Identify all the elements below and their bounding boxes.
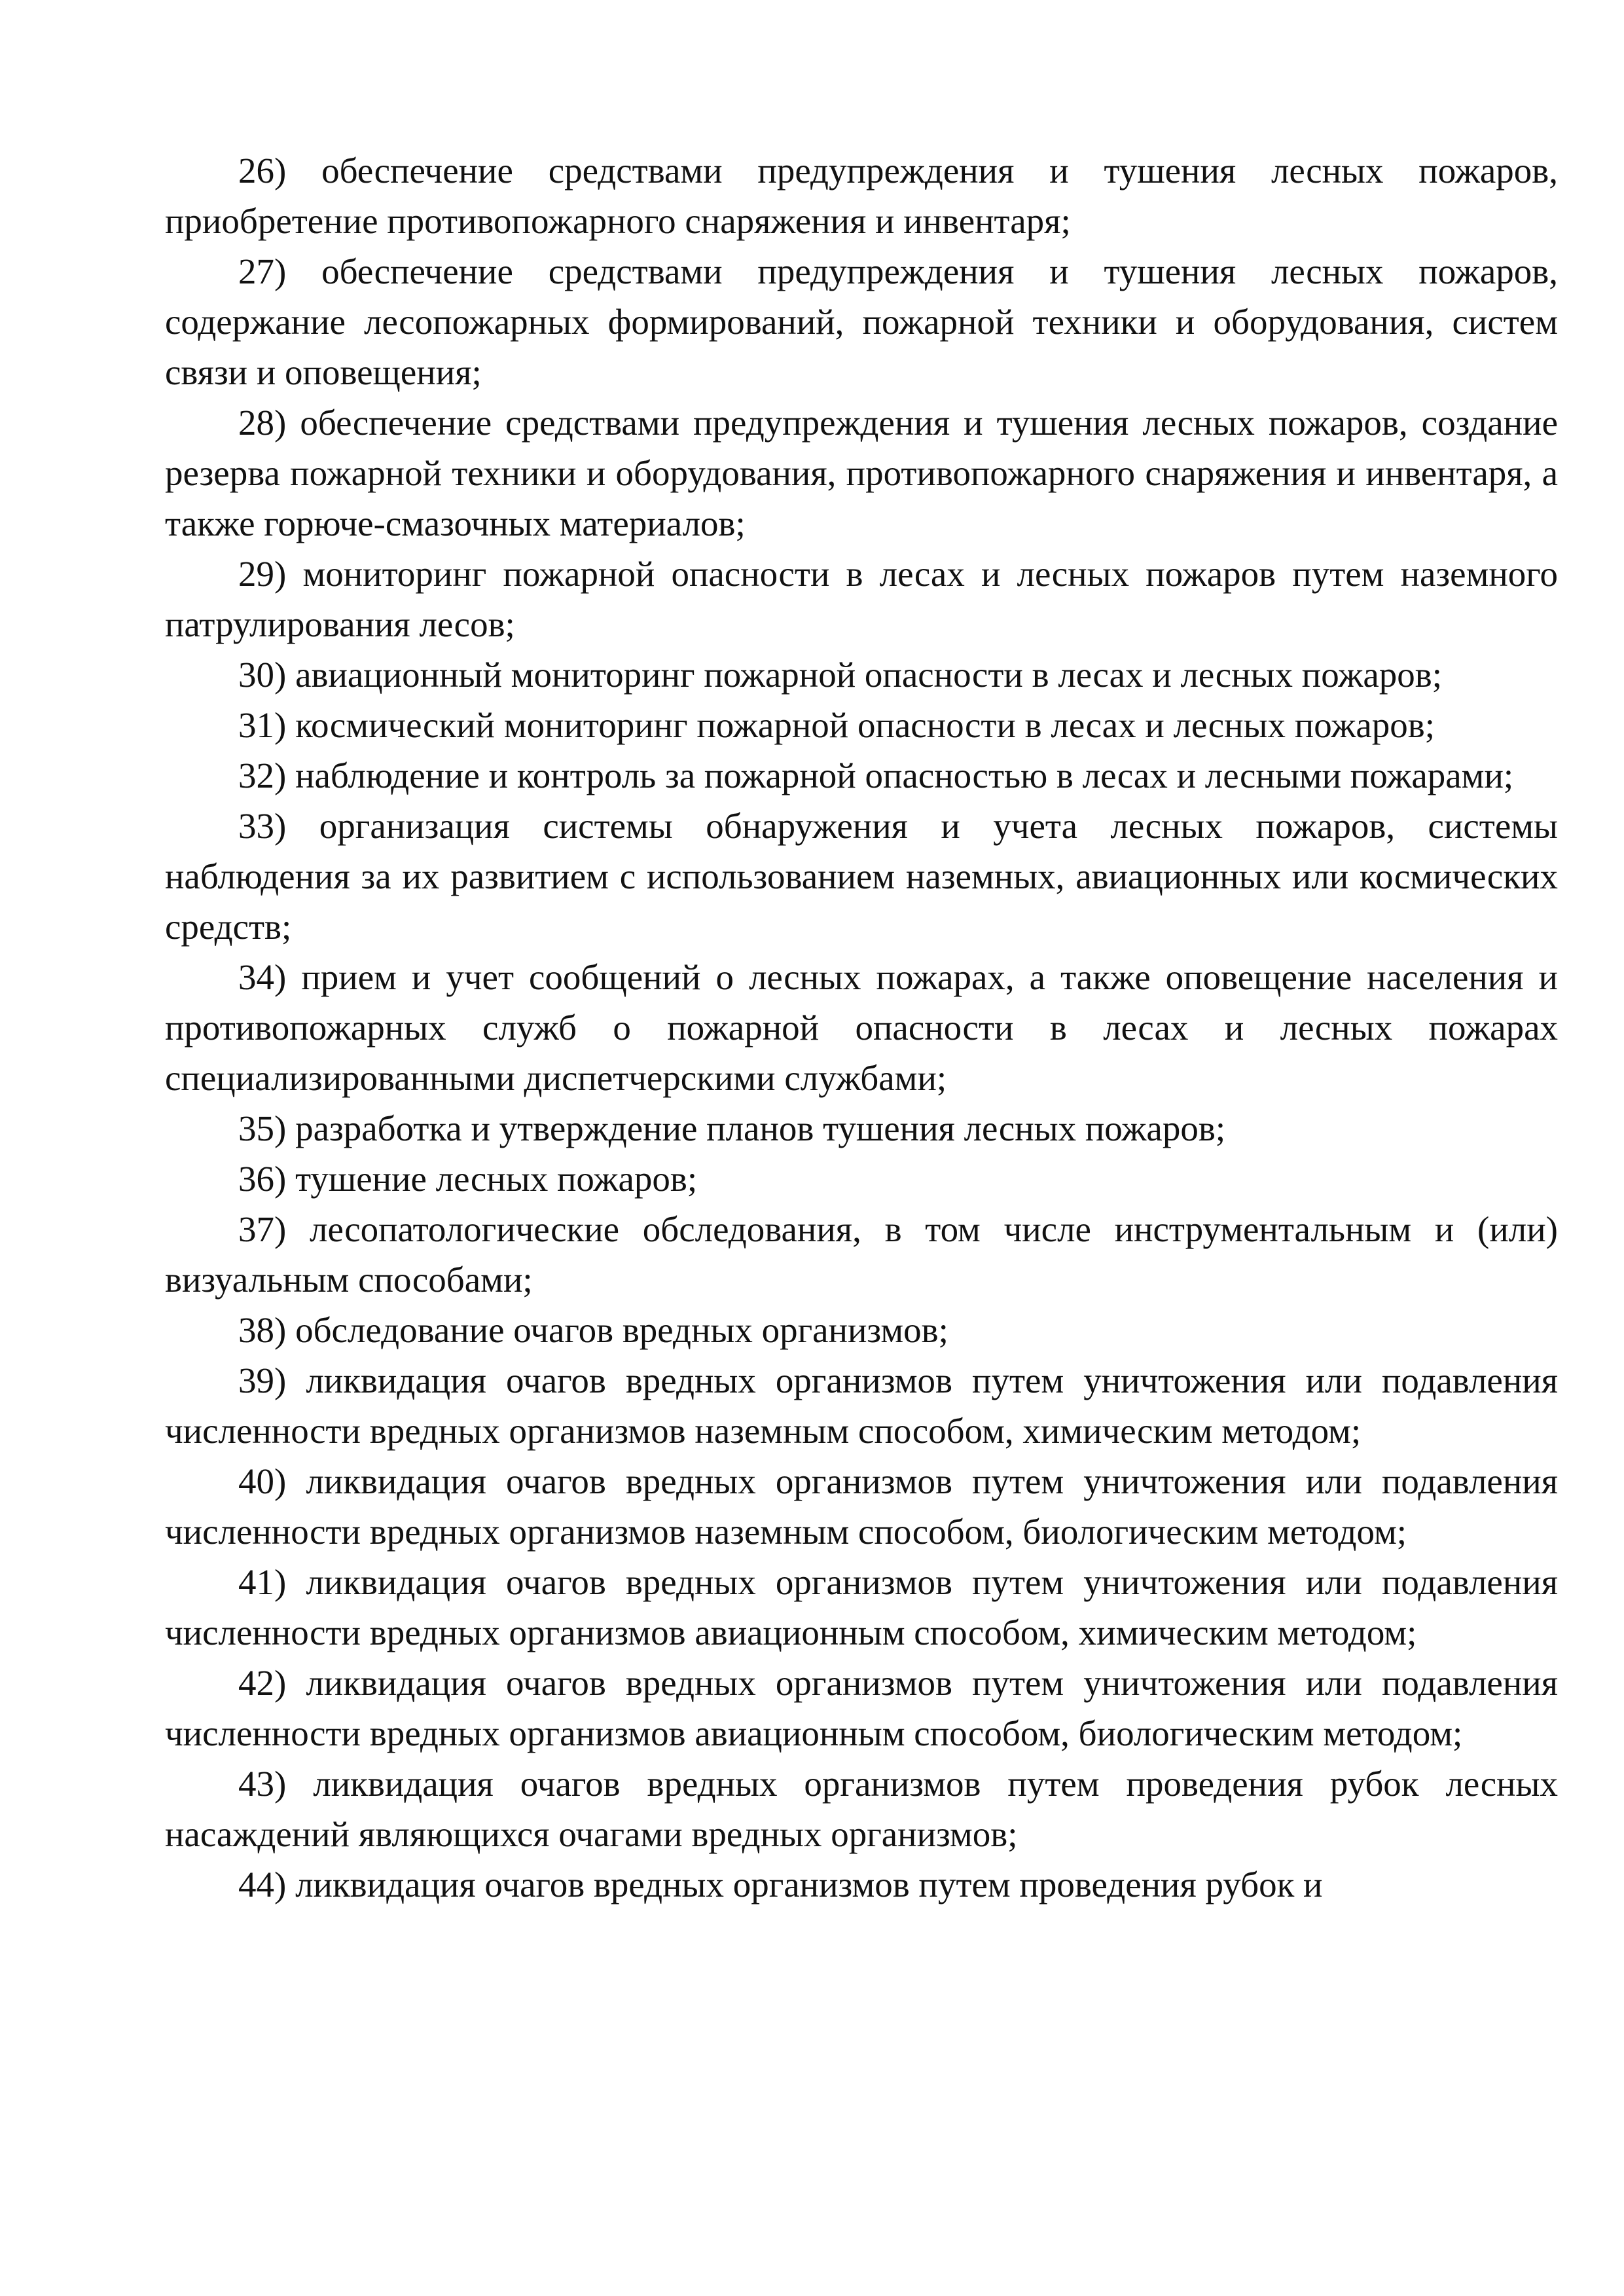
document-body [165, 145, 1558, 1910]
list-item-42: 42) ликвидация очагов вредных организмов путем уничтожения или подавления численности вредных организмов авиационным способом, биологическим методом; [165, 1663, 1558, 1753]
list-item-34: 34) прием и учет сообщений о лесных пожарах, а также оповещение населения и противопожарных служб о пожарной опасности в лесах и лесных пожарах специализированными диспетчерскими службами; [165, 957, 1558, 1098]
list-item-35: 35) разработка и утверждение планов тушения лесных пожаров; [238, 1108, 1226, 1148]
list-item-38: 38) обследование очагов вредных организмов; [238, 1310, 948, 1350]
list-item-40: 40) ликвидация очагов вредных организмов путем уничтожения или подавления численности вредных организмов наземным способом, биологическим методом; [165, 1461, 1558, 1552]
list-item-30: 30) авиационный мониторинг пожарной опасности в лесах и лесных пожаров; [238, 655, 1442, 695]
list-item-28: 28) обеспечение средствами предупреждения и тушения лесных пожаров, создание резерва пожарной техники и оборудования, противопожарного снаряжения и инвентаря, а также горюче-смазочных материалов; [165, 403, 1558, 543]
list-item-29: 29) мониторинг пожарной опасности в лесах и лесных пожаров путем наземного патрулирования лесов; [165, 554, 1558, 644]
list-item-26: 26) обеспечение средствами предупреждения и тушения лесных пожаров, приобретение противопожарного снаряжения и инвентаря; [165, 151, 1558, 241]
list-item-31: 31) космический мониторинг пожарной опасности в лесах и лесных пожаров; [238, 705, 1435, 745]
list-item-44: 44) ликвидация очагов вредных организмов путем проведения рубок и [238, 1865, 1323, 1904]
list-item-39: 39) ликвидация очагов вредных организмов путем уничтожения или подавления численности вредных организмов наземным способом, химическим методом; [165, 1360, 1558, 1451]
list-item-37: 37) лесопатологические обследования, в том числе инструментальным и (или) визуальным способами; [165, 1209, 1558, 1300]
list-item-43: 43) ликвидация очагов вредных организмов путем проведения рубок лесных насаждений являющихся очагами вредных организмов; [165, 1764, 1558, 1854]
list-item-33: 33) организация системы обнаружения и учета лесных пожаров, системы наблюдения за их развитием с использованием наземных, авиационных или космических средств; [165, 806, 1558, 947]
list-item-27: 27) обеспечение средствами предупреждения и тушения лесных пожаров, содержание лесопожарных формирований, пожарной техники и оборудования, систем связи и оповещения; [165, 251, 1558, 392]
list-item-32: 32) наблюдение и контроль за пожарной опасностью в лесах и лесными пожарами; [238, 756, 1514, 795]
list-item-41: 41) ликвидация очагов вредных организмов путем уничтожения или подавления численности вредных организмов авиационным способом, химическим методом; [165, 1562, 1558, 1652]
list-item-36: 36) тушение лесных пожаров; [238, 1159, 698, 1199]
